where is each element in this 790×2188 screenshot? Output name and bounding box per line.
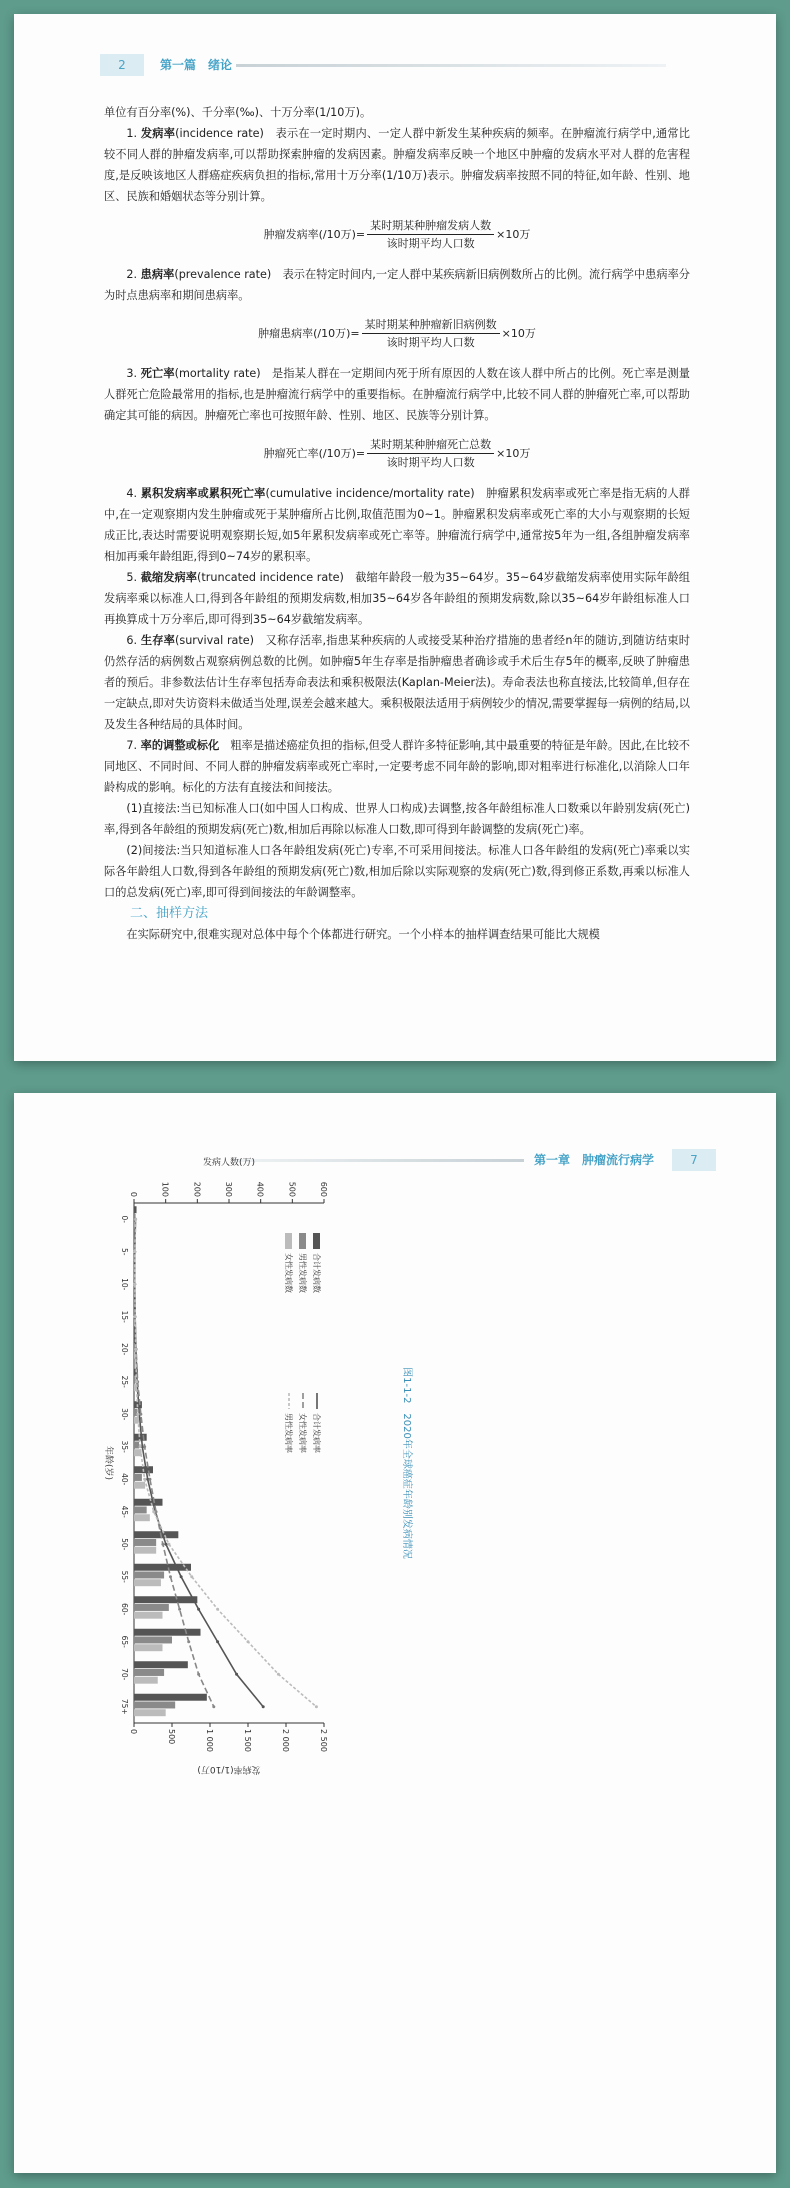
point-女性发病率 [212,1705,215,1708]
header-title: 第一章 肿瘤流行病学 [534,1153,655,1167]
point-合计发病率 [216,1640,219,1643]
point-男性发病率 [134,1218,137,1221]
x-tick-label: 65- [120,1635,129,1648]
chart-legend [284,1233,322,1453]
point-女性发病率 [178,1608,181,1611]
point-男性发病率 [134,1348,137,1351]
item-survival: 6. 生存率(survival rate) 又称存活率,指患某种疾病的人或接受某种治疗措施的患者经n年的随访,到随访结束时仍然存活的病例数占观察病例总数的比例。如肿瘤5年生存率是指肿瘤患者确诊或手术后生存5年的概率,反映了肿瘤患者的预后。非参数法估计生存率包括寿命表法和乘积极限法(Kaplan-Meier法)。寿命表法也称直接法,比较简单,但存在一定缺点,即对失访资料未做适当处理,误差会越来越大。乘积极限法适用于病例较少的情况,需要掌握每一病例的结局,以及发生各种结局的具体时间。 [104,634,690,731]
bar-男性发病数 [134,1441,139,1448]
x-tick-label: 30- [120,1408,129,1421]
point-男性发病率 [315,1705,318,1708]
y-tick-label: 0 [129,1191,138,1197]
point-男性发病率 [136,1413,139,1416]
section-title: 二、抽样方法 [130,906,209,921]
point-合计发病率 [164,1543,167,1546]
page-7 [14,1093,776,2173]
y2-tick-label: 1 500 [243,1729,252,1752]
x-tick-label: 50- [120,1538,129,1551]
item-truncated: 5. 截缩发病率(truncated incidence rate) 截缩年龄段一般为35~64岁。35~64岁截缩发病率使用实际年龄组发病率乘以标准人口,得到各年龄组的预期发病数,相加35~64岁各年龄组的预期发病数,除以35~64岁年龄组标准人口再换算成十万分率后,即可得到35~64岁截缩发病率。 [104,571,690,626]
bar-男性发病数 [134,1571,164,1578]
header-rule [236,64,666,67]
bar-男性发病数 [134,1506,147,1513]
bar-女性发病数 [134,1547,156,1554]
bar-女性发病数 [134,1709,166,1716]
page-number: 7 [672,1149,716,1171]
y-tick-label: 200 [192,1181,202,1197]
legend-swatch [313,1233,320,1249]
point-女性发病率 [197,1673,200,1676]
point-男性发病率 [190,1575,193,1578]
direct-method: (1)直接法:当已知标准人口(如中国人口构成、世界人口构成)去调整,按各年龄组标准人口数乘以年龄别发病(死亡)率,得到各年龄组的预期发病(死亡)数,相加后再除以标准人口数,即可得到年龄调整的发病(死亡)率。 [104,802,690,836]
x-tick-label: 55- [120,1570,129,1583]
bar-男性发病数 [134,1636,172,1643]
header-title: 第一篇 绪论 [160,58,233,72]
point-合计发病率 [197,1608,200,1611]
point-男性发病率 [134,1315,137,1318]
point-女性发病率 [139,1413,142,1416]
legend-label: 女性发病数 [284,1253,293,1293]
page-number: 2 [100,54,144,76]
x-tick-label: 0- [120,1215,129,1223]
x-axis-title: 年龄(岁) [103,1445,113,1481]
point-合计发病率 [235,1673,238,1676]
bar-合计发病数 [134,1694,207,1701]
x-tick-label: 60- [120,1603,129,1616]
bar-女性发病数 [134,1579,161,1586]
legend-swatch [285,1233,292,1249]
section-text: 在实际研究中,很难实现对总体中每个个体都进行研究。一个小样本的抽样调查结果可能比大规模 [126,928,600,941]
x-tick-label: 35- [120,1440,129,1453]
bar-合计发病数 [134,1564,191,1571]
x-tick-label: 40- [120,1473,129,1486]
point-男性发病率 [133,1250,136,1253]
bar-女性发病数 [134,1514,150,1521]
point-女性发病率 [148,1478,151,1481]
bar-合计发病数 [134,1661,188,1668]
figure-caption: 图1-1-2 2020年全球癌症年龄别发病情况 [401,1367,412,1559]
bar-男性发病数 [134,1604,169,1611]
x-tick-label: 5- [120,1248,129,1256]
item-prevalence: 2. 患病率(prevalence rate) 表示在特定时间内,一定人群中某疾病新旧病例数所占的比例。流行病学中患病率分为时点患病率和期间患病率。 [104,268,690,302]
x-tick-label: 20- [120,1343,129,1356]
y2-tick-label: 1 000 [205,1729,214,1752]
point-女性发病率 [187,1640,190,1643]
body-text [104,102,690,945]
y-tick-label: 500 [287,1181,297,1197]
legend-label: 合计发病数 [312,1253,321,1293]
x-tick-label: 45- [120,1505,129,1518]
bar-女性发病数 [134,1644,163,1651]
legend-label: 男性发病率 [284,1413,293,1453]
legend-label: 男性发病数 [298,1253,307,1293]
y-tick-label: 400 [255,1181,265,1197]
x-tick-label: 10- [120,1278,129,1291]
y-tick-label: 300 [224,1181,233,1197]
bar-合计发病数 [134,1629,201,1636]
point-女性发病率 [143,1445,146,1448]
y2-tick-label: 500 [167,1729,176,1745]
legend-label: 女性发病率 [298,1413,307,1453]
point-男性发病率 [135,1380,138,1383]
y-axis-title: 发病人数(万) [202,1158,256,1168]
point-男性发病率 [247,1640,250,1643]
point-合计发病率 [180,1575,183,1578]
legend-label: 合计发病率 [312,1413,321,1453]
bar-合计发病数 [134,1206,137,1213]
page-header [72,54,732,78]
point-男性发病率 [139,1445,142,1448]
point-男性发病率 [216,1608,219,1611]
y2-tick-label: 0 [129,1729,138,1735]
bar-女性发病数 [134,1612,163,1619]
point-男性发病率 [277,1673,280,1676]
point-男性发病率 [143,1478,146,1481]
bar-合计发病数 [134,1596,197,1603]
indirect-method: (2)间接法:当只知道标准人口各年龄组发病(死亡)专率,不可采用间接法。标准人口各年龄组的发病(死亡)率乘以实际各年龄组人口数,得到各年龄组的预期发病(死亡)数,相加后除以实际观察的发病(死亡)数,得到修正系数,再乘以标准人口的总发病(死亡)率,即可得到间接法的年龄调整率。 [104,844,690,899]
legend-swatch [299,1233,306,1249]
point-男性发病率 [133,1283,136,1286]
bar-女性发病数 [134,1677,158,1684]
bar-男性发病数 [134,1474,142,1481]
point-男性发病率 [152,1510,155,1513]
point-女性发病率 [161,1543,164,1546]
point-合计发病率 [262,1705,265,1708]
chart-group [103,1156,328,1776]
item-cumulative: 4. 累积发病率或累积死亡率(cumulative incidence/mortality rate) 肿瘤累积发病率或死亡率是指无病的人群中,在一定观察期内发生肿瘤或死于某肿瘤所占比例,取值范围为0~1。肿瘤累积发病率或死亡率的大小与观察期的长短成正比,表达时需要说明观察期长短,如5年累积发病率或死亡率等。肿瘤流行病学中,通常按5年为一组,各组肿瘤发病率相加再乘年龄组距,得到0~74岁的累积率。 [104,487,690,563]
y2-tick-label: 2 000 [281,1729,290,1752]
formula-prevalence: 肿瘤患病率(/10万)= $\frac{\text{某时期某种肿瘤新旧病例数}}{\text{该时期平均人口数}}$ ×10万 [258,318,536,349]
point-男性发病率 [167,1543,170,1546]
page-2 [14,14,776,1061]
y2-axis-title: 发病率(1/10万) [197,1764,261,1774]
x-tick-label: 25- [120,1375,129,1388]
y-tick-label: 600 [319,1181,328,1197]
x-tick-label: 15- [120,1310,129,1323]
bar-女性发病数 [134,1482,145,1489]
item-standardization: 7. 率的调整或标化 粗率是描述癌症负担的指标,但受人群许多特征影响,其中最重要的特征是年龄。因此,在比较不同地区、不同时间、不同人群的肿瘤发病率或死亡率时,一定要考虑不同年龄的影响,即对粗率进行标准化,以消除人口年龄构成的影响。标化的方法有直接法和间接法。 [104,739,690,794]
formula-incidence: 肿瘤发病率(/10万)= $\frac{\text{某时期某种肿瘤发病人数}}{\text{该时期平均人口数}}$ ×10万 [263,219,531,250]
item-incidence: 1. 发病率(incidence rate) 表示在一定时期内、一定人群中新发生某种疾病的频率。在肿瘤流行病学中,通常比较不同人群的肿瘤发病率,可以帮助探索肿瘤的发病因素。肿瘤发病率反映一个地区中肿瘤的发病水平对人群的危害程度,是反映该地区人群癌症疾病负担的指标,常用十万分率(1/10万)表示。肿瘤发病率按照不同的特征,如年龄、性别、地区、民族和婚姻状态等分别计算。 [104,127,690,203]
intro-text: 单位有百分率(%)、千分率(‰)、十万分率(1/10万)。 [104,106,372,119]
formula-mortality: 肿瘤死亡率(/10万)= $\frac{\text{某时期某种肿瘤死亡总数}}{\text{该时期平均人口数}}$ ×10万 [263,438,531,469]
bar-合计发病数 [134,1499,163,1506]
bar-男性发病数 [134,1539,156,1546]
y2-tick-label: 2 500 [319,1729,328,1752]
bar-合计发病数 [134,1531,178,1538]
x-tick-label: 70- [120,1668,129,1681]
rotated-figure-and-table [14,1093,776,2173]
y-tick-label: 100 [160,1181,170,1197]
item-mortality: 3. 死亡率(mortality rate) 是指某人群在一定期间内死于所有原因的人数在该人群中所占的比例。死亡率是测量人群死亡危险最常用的指标,也是肿瘤流行病学中的重要指标。在肿瘤流行病学中,比较不同人群的肿瘤死亡率,可以帮助确定其可能的病因。肿瘤死亡率也可按照年龄、性别、地区、民族等分别计算。 [104,367,690,422]
point-女性发病率 [169,1575,172,1578]
bar-男性发病数 [134,1701,175,1708]
bar-男性发病数 [134,1669,164,1676]
x-tick-label: 75+ [120,1698,129,1715]
